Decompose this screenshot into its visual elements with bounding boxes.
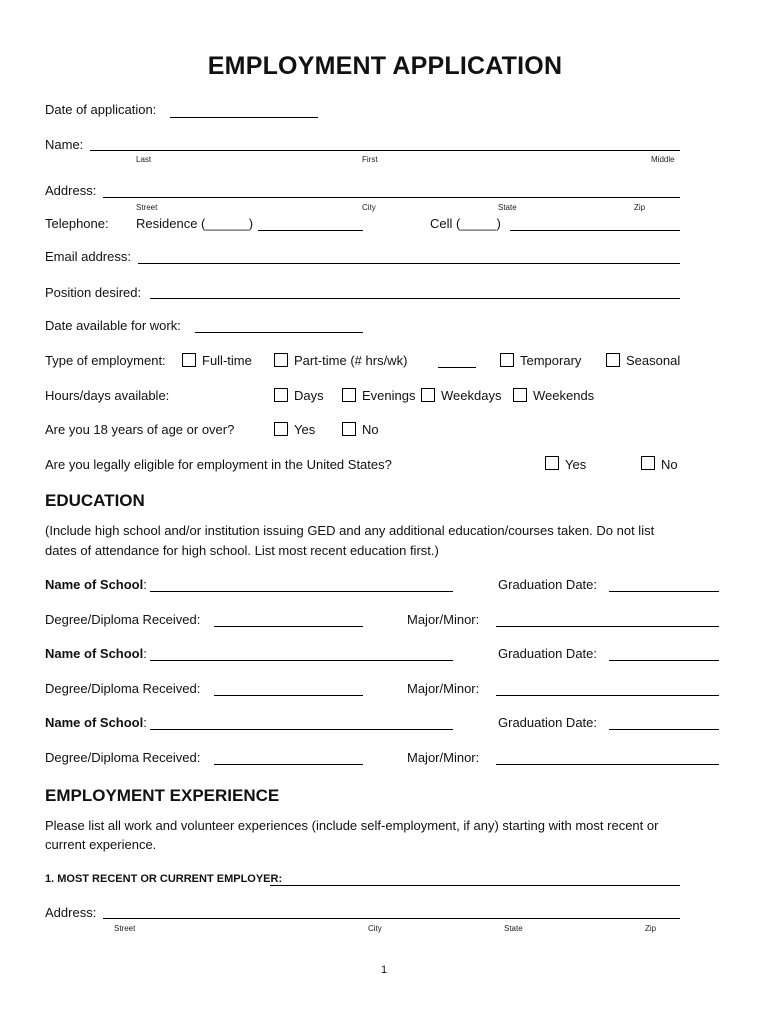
colon: : <box>143 577 147 592</box>
full-time-checkbox[interactable] <box>182 353 196 367</box>
major-field[interactable] <box>496 626 719 627</box>
major-field[interactable] <box>496 695 719 696</box>
name-first-sublabel: First <box>362 155 378 164</box>
school-name-label: Name of School <box>45 577 144 592</box>
hours-days-label: Hours/days available: <box>45 388 170 403</box>
evenings-checkbox[interactable] <box>342 388 356 402</box>
date-available-field[interactable] <box>195 332 363 333</box>
weekdays-checkbox[interactable] <box>421 388 435 402</box>
employer-zip-sublabel: Zip <box>645 924 657 933</box>
degree-field[interactable] <box>214 695 363 696</box>
age-no-label: No <box>362 422 379 437</box>
degree-label: Degree/Diploma Received: <box>45 750 201 765</box>
type-of-employment-label: Type of employment: <box>45 353 166 368</box>
school-name-field[interactable] <box>150 729 453 730</box>
date-available-label: Date available for work: <box>45 318 181 333</box>
employer-state-sublabel: State <box>504 924 523 933</box>
address-city-sublabel: City <box>362 203 376 212</box>
residence-label: Residence (______) <box>136 216 254 231</box>
page-number: 1 <box>381 964 388 976</box>
days-checkbox[interactable] <box>274 388 288 402</box>
major-label: Major/Minor: <box>407 612 480 627</box>
cell-phone-field[interactable] <box>510 230 680 231</box>
education-heading: EDUCATION <box>45 491 145 510</box>
part-time-checkbox[interactable] <box>274 353 288 367</box>
temporary-checkbox[interactable] <box>500 353 514 367</box>
name-label: Name: <box>45 137 84 152</box>
address-label: Address: <box>45 183 97 198</box>
graduation-date-label: Graduation Date: <box>498 715 598 730</box>
education-note-line2: dates of attendance for high school. List most recent education first.) <box>45 543 439 558</box>
degree-field[interactable] <box>214 626 363 627</box>
address-field[interactable] <box>103 197 680 198</box>
age-yes-checkbox[interactable] <box>274 422 288 436</box>
school-name-label: Name of School <box>45 715 144 730</box>
position-label: Position desired: <box>45 285 142 300</box>
experience-heading: EMPLOYMENT EXPERIENCE <box>45 786 280 805</box>
evenings-label: Evenings <box>362 388 416 403</box>
school-name-field[interactable] <box>150 591 453 592</box>
telephone-label: Telephone: <box>45 216 109 231</box>
weekdays-label: Weekdays <box>441 388 502 403</box>
experience-note-line2: current experience. <box>45 837 157 852</box>
eligible-no-label: No <box>661 457 678 472</box>
position-field[interactable] <box>150 298 680 299</box>
degree-label: Degree/Diploma Received: <box>45 681 201 696</box>
address-state-sublabel: State <box>498 203 517 212</box>
cell-label: Cell (_____) <box>430 216 501 231</box>
employer-label: 1. MOST RECENT OR CURRENT EMPLOYER: <box>45 873 283 885</box>
employer-street-sublabel: Street <box>114 924 136 933</box>
graduation-date-field[interactable] <box>609 591 719 592</box>
degree-field[interactable] <box>214 764 363 765</box>
residence-phone-field[interactable] <box>258 230 363 231</box>
part-time-hours-field[interactable] <box>438 367 476 368</box>
major-field[interactable] <box>496 764 719 765</box>
employer-address-field[interactable] <box>103 918 680 919</box>
graduation-date-field[interactable] <box>609 660 719 661</box>
degree-label: Degree/Diploma Received: <box>45 612 201 627</box>
age-question: Are you 18 years of age or over? <box>45 422 235 437</box>
eligible-yes-checkbox[interactable] <box>545 456 559 470</box>
name-last-sublabel: Last <box>136 155 152 164</box>
seasonal-checkbox[interactable] <box>606 353 620 367</box>
graduation-date-label: Graduation Date: <box>498 577 598 592</box>
education-note-line1: (Include high school and/or institution issuing GED and any additional education/courses taken. Do not list <box>45 523 655 538</box>
address-street-sublabel: Street <box>136 203 158 212</box>
age-yes-label: Yes <box>294 422 316 437</box>
email-field[interactable] <box>138 263 680 264</box>
school-name-field[interactable] <box>150 660 453 661</box>
date-of-application-label: Date of application: <box>45 102 157 117</box>
employer-address-label: Address: <box>45 905 97 920</box>
graduation-date-field[interactable] <box>609 729 719 730</box>
school-name-label: Name of School <box>45 646 144 661</box>
name-field[interactable] <box>90 150 680 151</box>
employer-field[interactable] <box>270 885 680 886</box>
eligible-yes-label: Yes <box>565 457 587 472</box>
age-no-checkbox[interactable] <box>342 422 356 436</box>
full-time-label: Full-time <box>202 353 252 368</box>
colon: : <box>143 646 147 661</box>
address-zip-sublabel: Zip <box>634 203 646 212</box>
graduation-date-label: Graduation Date: <box>498 646 598 661</box>
eligible-no-checkbox[interactable] <box>641 456 655 470</box>
major-label: Major/Minor: <box>407 750 480 765</box>
page-title: EMPLOYMENT APPLICATION <box>207 52 563 80</box>
experience-note-line1: Please list all work and volunteer experiences (include self-employment, if any) starting with most recent or <box>45 818 659 833</box>
temporary-label: Temporary <box>520 353 582 368</box>
days-label: Days <box>294 388 324 403</box>
weekends-label: Weekends <box>533 388 595 403</box>
part-time-label: Part-time (# hrs/wk) <box>294 353 408 368</box>
colon: : <box>143 715 147 730</box>
weekends-checkbox[interactable] <box>513 388 527 402</box>
major-label: Major/Minor: <box>407 681 480 696</box>
employer-city-sublabel: City <box>368 924 382 933</box>
date-of-application-field[interactable] <box>170 117 318 118</box>
email-label: Email address: <box>45 249 131 264</box>
seasonal-label: Seasonal <box>626 353 681 368</box>
eligibility-question: Are you legally eligible for employment in the United States? <box>45 457 392 472</box>
name-middle-sublabel: Middle <box>651 155 675 164</box>
